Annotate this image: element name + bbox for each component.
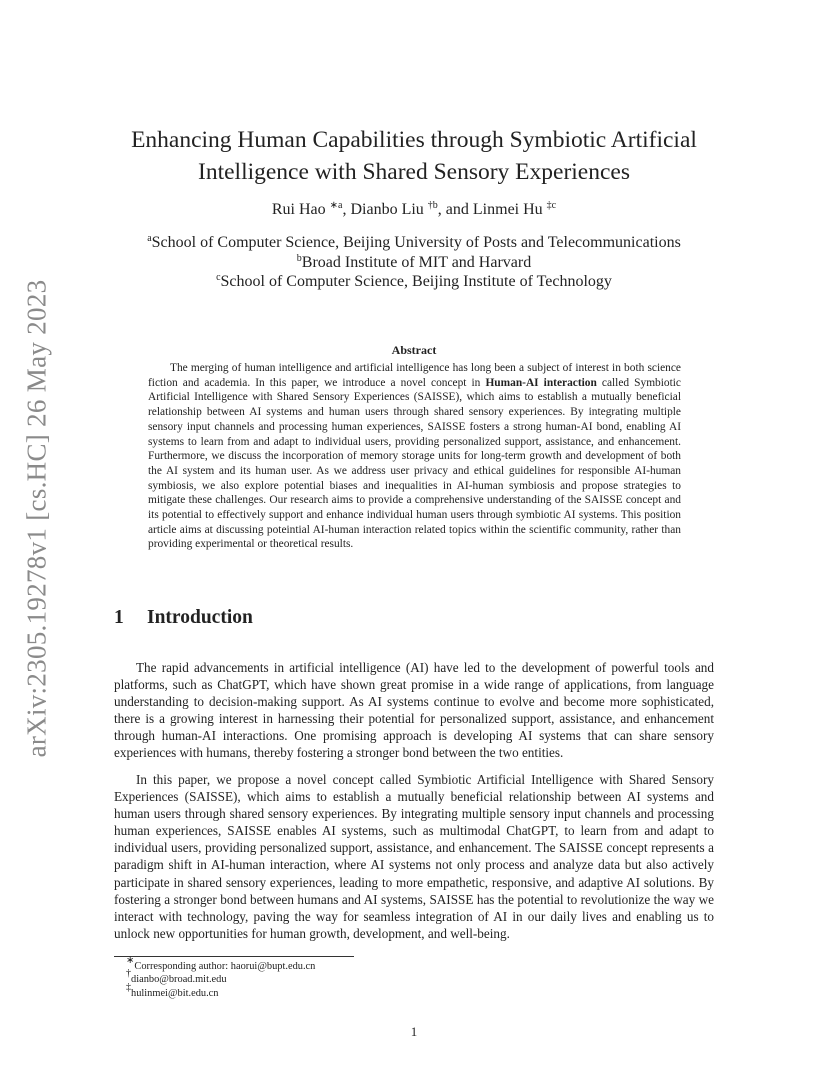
footnote — [126, 968, 526, 986]
page-number: 1 — [410, 1024, 418, 1039]
abstract-bold-term: Human-AI interaction — [485, 376, 597, 389]
author-name: Dianbo Liu — [350, 201, 424, 218]
author-name: Rui Hao — [271, 201, 326, 218]
footnote-list — [126, 955, 526, 1000]
author-mark: †b — [427, 200, 438, 211]
abstract-text-start: The merging of human intelligence and artificial intelligence has long been a subject of interest in both science fiction and academia. In this paper, we introduce a novel concept in — [148, 362, 681, 389]
title-line-1: Enhancing Human Capabilities through Symbiotic Artificial — [131, 127, 697, 153]
abstract-text-rest: called Symbiotic Artificial Intelligence with Shared Sensory Experiences (SAISSE), which aims to establish a mutually beneficial relationship between AI systems and human users through shared sensory experiences. By integrating multiple sensory input channels and processing human experiences, SAISSE fosters a strong human-AI bond, enabling AI systems to learn from and adapt to individual users, providing personalized support, assistance, and enhancement. Furthermore, we discuss the incorporation of memory storage units for long-term growth and development of both the AI system and its human user. As we address user privacy and ethical guidelines for responsible AI-human symbiosis, we also explore potential biases and inequalities in AI-human symbiosis and propose strategies to mitigate these challenges. Our research aims to provide a comprehensive understanding of the SAISSE concept and its potential to effectively support and enhance individual human users through symbiotic AI systems. This position article aims at discussing poteintial AI-human interaction related topics within the scientific community, rather than providing experimental or theoretical results. — [148, 376, 681, 551]
author-separator: , and — [437, 201, 473, 218]
footnote-mark: ‡ — [126, 981, 131, 993]
section-number: 1 — [114, 607, 124, 628]
affiliation-text: Broad Institute of MIT and Harvard — [301, 253, 532, 271]
intro-paragraph-1: The rapid advancements in artificial intelligence (AI) have led to the development of powerful tools and platforms, such as ChatGPT, which have shown great promise in a wide range of applications, from language understanding to decision-making support. As AI systems continue to evolve and become more sophisticated, there is a growing interest in harnessing their potential for personalized support, assistance, and enhancement through human-AI interactions. One promising approach is developing AI systems that can share sensory experiences with humans, thereby fostering a stronger bond between the two entities. — [114, 660, 714, 761]
section-heading — [114, 607, 714, 629]
footnote-text: hulinmei@bit.edu.cn — [131, 987, 219, 999]
footnote — [126, 981, 526, 1000]
abstract-body — [148, 361, 681, 552]
section-title: Introduction — [147, 607, 253, 628]
author-name: Linmei Hu — [472, 201, 543, 218]
affiliation-mark: c — [216, 272, 221, 283]
title-line-2: Intelligence with Shared Sensory Experiences — [198, 159, 630, 185]
affiliation-mark: a — [147, 233, 152, 244]
arxiv-identifier-text: arXiv:2305.19278v1 [cs.HC] 26 May 2023 — [21, 279, 52, 757]
footnote — [126, 955, 526, 973]
paper-title — [114, 124, 714, 188]
affiliation-line — [114, 272, 714, 292]
affiliation-list — [114, 233, 714, 292]
affiliation-text: School of Computer Science, Beijing Institute of Technology — [220, 273, 612, 290]
affiliation-text: School of Computer Science, Beijing University of Posts and Telecommunications — [151, 234, 681, 251]
abstract-heading: Abstract — [391, 343, 437, 357]
author-separator: , — [342, 201, 351, 218]
footnote-text: Corresponding author: haorui@bupt.edu.cn — [134, 961, 316, 972]
author-mark: ∗a — [329, 200, 343, 211]
author-mark: ‡c — [546, 200, 557, 211]
affiliation-mark: b — [296, 252, 302, 264]
footnote-mark: ∗ — [126, 955, 135, 966]
intro-paragraph-2: In this paper, we propose a novel concept called Symbiotic Artificial Intelligence with Shared Sensory Experiences (SAISSE), which aims to establish a mutually beneficial relationship between AI systems and human users through shared sensory experiences. By integrating multiple sensory input channels and processing human experiences, SAISSE enables AI systems, such as multimodal ChatGPT, to learn from and adapt to individual users, providing personalized support, assistance, and enhancement. The SAISSE concept represents a paradigm shift in AI-human interaction, where AI systems not only process and analyze data but also actively participate in shared sensory experiences, leading to more empathetic, responsive, and adaptive AI solutions. By fostering a stronger bond between humans and AI systems, SAISSE has the potential to revolutionize the way we interact with technology, paving the way for seamless integration of AI in our daily lives and enabling us to unlock new opportunities for human growth, development, and well-being. — [114, 772, 714, 941]
footnote-mark: † — [126, 968, 131, 980]
author-list — [114, 200, 714, 220]
footnote-text: dianbo@broad.mit.edu — [131, 974, 227, 986]
affiliation-line — [114, 233, 714, 253]
affiliation-line — [114, 253, 714, 273]
footnote-divider — [114, 956, 354, 957]
arxiv-identifier-stamp — [22, 276, 52, 760]
